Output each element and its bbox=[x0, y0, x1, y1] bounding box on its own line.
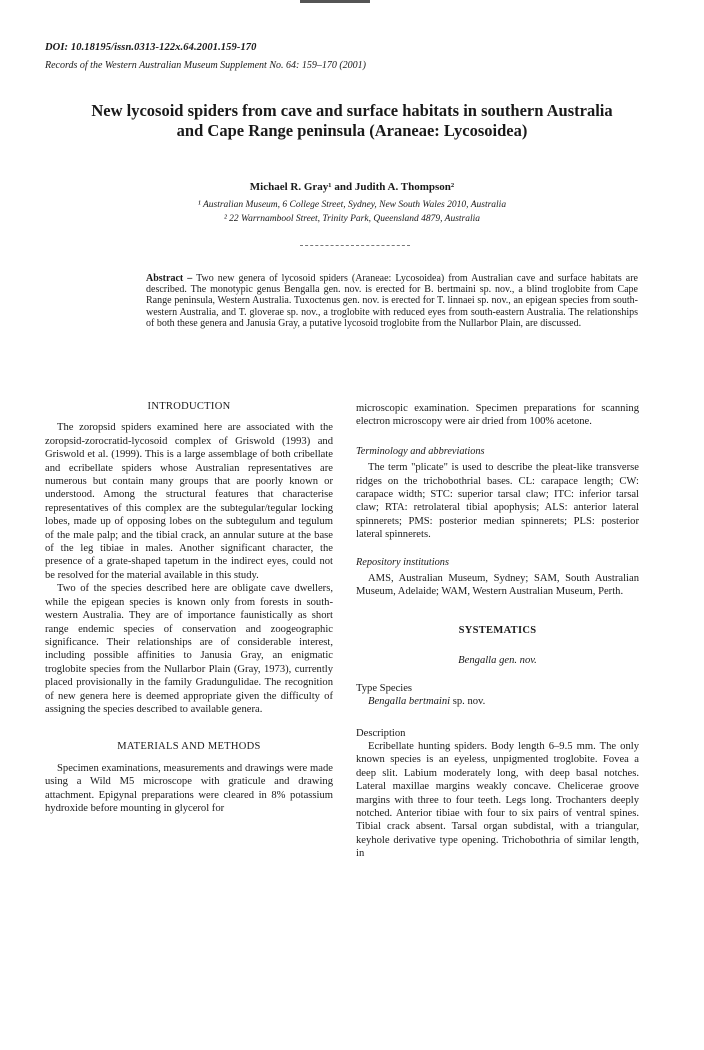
terminology-heading: Terminology and abbreviations bbox=[356, 445, 485, 457]
right-column bbox=[356, 402, 639, 861]
type-species-line bbox=[368, 695, 639, 708]
abstract-text: Two new genera of lycosoid spiders (Araneae: Lycosoidea) from Australian cave and surface habitats are described. The monotypic genus Bengalla gen. nov. is erected for B. bertmaini sp. nov., a blind troglobite from Cape Range peninsula, Western Australia. Tuxoctenus gen. nov. is erected for T. linnaei sp. nov., an epigean species from south-western Australia, and T. gloverae sp. nov., a troglobite with reduced eyes from south-eastern Australia. The relationships of both these genera and Janusia Gray, a putative lycosoid troglobite from the Nullarbor Plain, are discussed. bbox=[146, 273, 638, 329]
description-paragraph: Ecribellate hunting spiders. Body length 6–9.5 mm. The only known species is an eyeless, unpigmented troglobite. Fovea a deep slit. Labium moderately long, with deep basal notches. Lateral maxillae margins weakly concave. Chelicerae groove margins with three to four teeth. Legs long. Trochanters deeply notched. Anterior tibiae with four to six pairs of ventral spines. Tibial crack absent. Tarsal organ subdistal, with a triangular, keyhole derivative type opening. Trichobothria of similar length, in bbox=[356, 740, 639, 860]
terminology-paragraph: The term "plicate" is used to describe the pleat-like transverse ridges on the trichobothrial bases. CL: carapace length; CW: carapace width; STC: superior tarsal claw; ITC: inferior tarsal claw; RTA: retrolateral tibial apophysis; ALS: anterior lateral spinnerets; PMS: posterior median spinnerets; PLS: posterior lateral spinnerets. bbox=[356, 462, 639, 541]
affiliation-1: ¹ Australian Museum, 6 College Street, Sydney, New South Wales 2010, Australia bbox=[197, 200, 507, 210]
introduction-paragraph-2: Two of the species described here are obligate cave dwellers, while the epigean species is known only from forests in south-western Australia. They are of importance faunistically as short range endemic species of conservation and zoogeographic significance. Their relationships are of considerable interest, including possible affinities to Janusia Gray, an enigmatic troglobite species from the Nullarbor Plain (Gray, 1973), currently placed provisionally in the family Gradungulidae. The recognition of new genera here is deemed appropriate given the difficulty of assigning the species described to available genera. bbox=[45, 583, 333, 715]
repositories-paragraph: AMS, Australian Museum, Sydney; SAM, South Australian Museum, Adelaide; WAM, Western Australian Museum, Perth. bbox=[356, 573, 639, 598]
methods-continuation: microscopic examination. Specimen preparations for scanning electron microscopy were air dried from 100% acetone. bbox=[356, 403, 639, 428]
methods-heading: MATERIALS AND METHODS bbox=[117, 741, 261, 753]
repositories-heading: Repository institutions bbox=[356, 556, 449, 568]
title-line-1: New lycosoid spiders from cave and surface habitats in southern Australia bbox=[91, 101, 613, 120]
methods-paragraph-1: Specimen examinations, measurements and drawings were made using a Wild M5 microscope with graticule and drawing attachment. Epigynal preparations were cleared in 8% potassium hydroxide before mounting in glycerol for bbox=[45, 762, 333, 814]
type-species-heading: Type Species bbox=[356, 682, 413, 694]
authors: Michael R. Gray¹ and Judith A. Thompson² bbox=[249, 181, 455, 193]
introduction-heading: INTRODUCTION bbox=[147, 401, 231, 412]
genus-heading: Bengalla gen. nov. bbox=[458, 655, 537, 667]
abstract-label: Abstract – bbox=[146, 273, 193, 284]
section-divider bbox=[300, 245, 410, 246]
systematics-heading: SYSTEMATICS bbox=[458, 624, 537, 636]
affiliation-2: ² 22 Warrnambool Street, Trinity Park, Queensland 4879, Australia bbox=[223, 214, 481, 224]
title-line-2: and Cape Range peninsula (Araneae: Lycosoidea) bbox=[176, 121, 528, 140]
type-species-name: Bengalla bertmaini bbox=[368, 696, 451, 708]
abstract bbox=[146, 273, 638, 329]
introduction-paragraph-1: The zoropsid spiders examined here are associated with the zoropsid-zorocratid-lycosoid complex of Griswold (1993) and Griswold et al. (1999). This is a large assemblage of both cribellate and ecribellate spiders whose Australian representatives are numerous but contain many groups that are poorly known or understood. Among the structural features that characterise representatives of this complex are the subtegular/tegular locking lobes, made up of opposing lobes on the subtegulum and tegulum of the male palp; and the tibial crack, an annular suture at the base of the leg tibiae in males. Another significant character, the presence of a grate-shaped tapetum in the indirect eyes, could not be resolved for the material available in this study. bbox=[45, 422, 333, 581]
top-edge-mark bbox=[300, 0, 370, 3]
description-heading: Description bbox=[356, 727, 406, 739]
type-species-suffix: sp. nov. bbox=[450, 696, 486, 708]
paper-title bbox=[40, 101, 664, 141]
doi-line: DOI: 10.18195/issn.0313-122x.64.2001.159-170 bbox=[45, 42, 257, 53]
journal-citation: Records of the Western Australian Museum Supplement No. 64: 159–170 (2001) bbox=[45, 60, 366, 71]
left-column bbox=[45, 400, 333, 815]
